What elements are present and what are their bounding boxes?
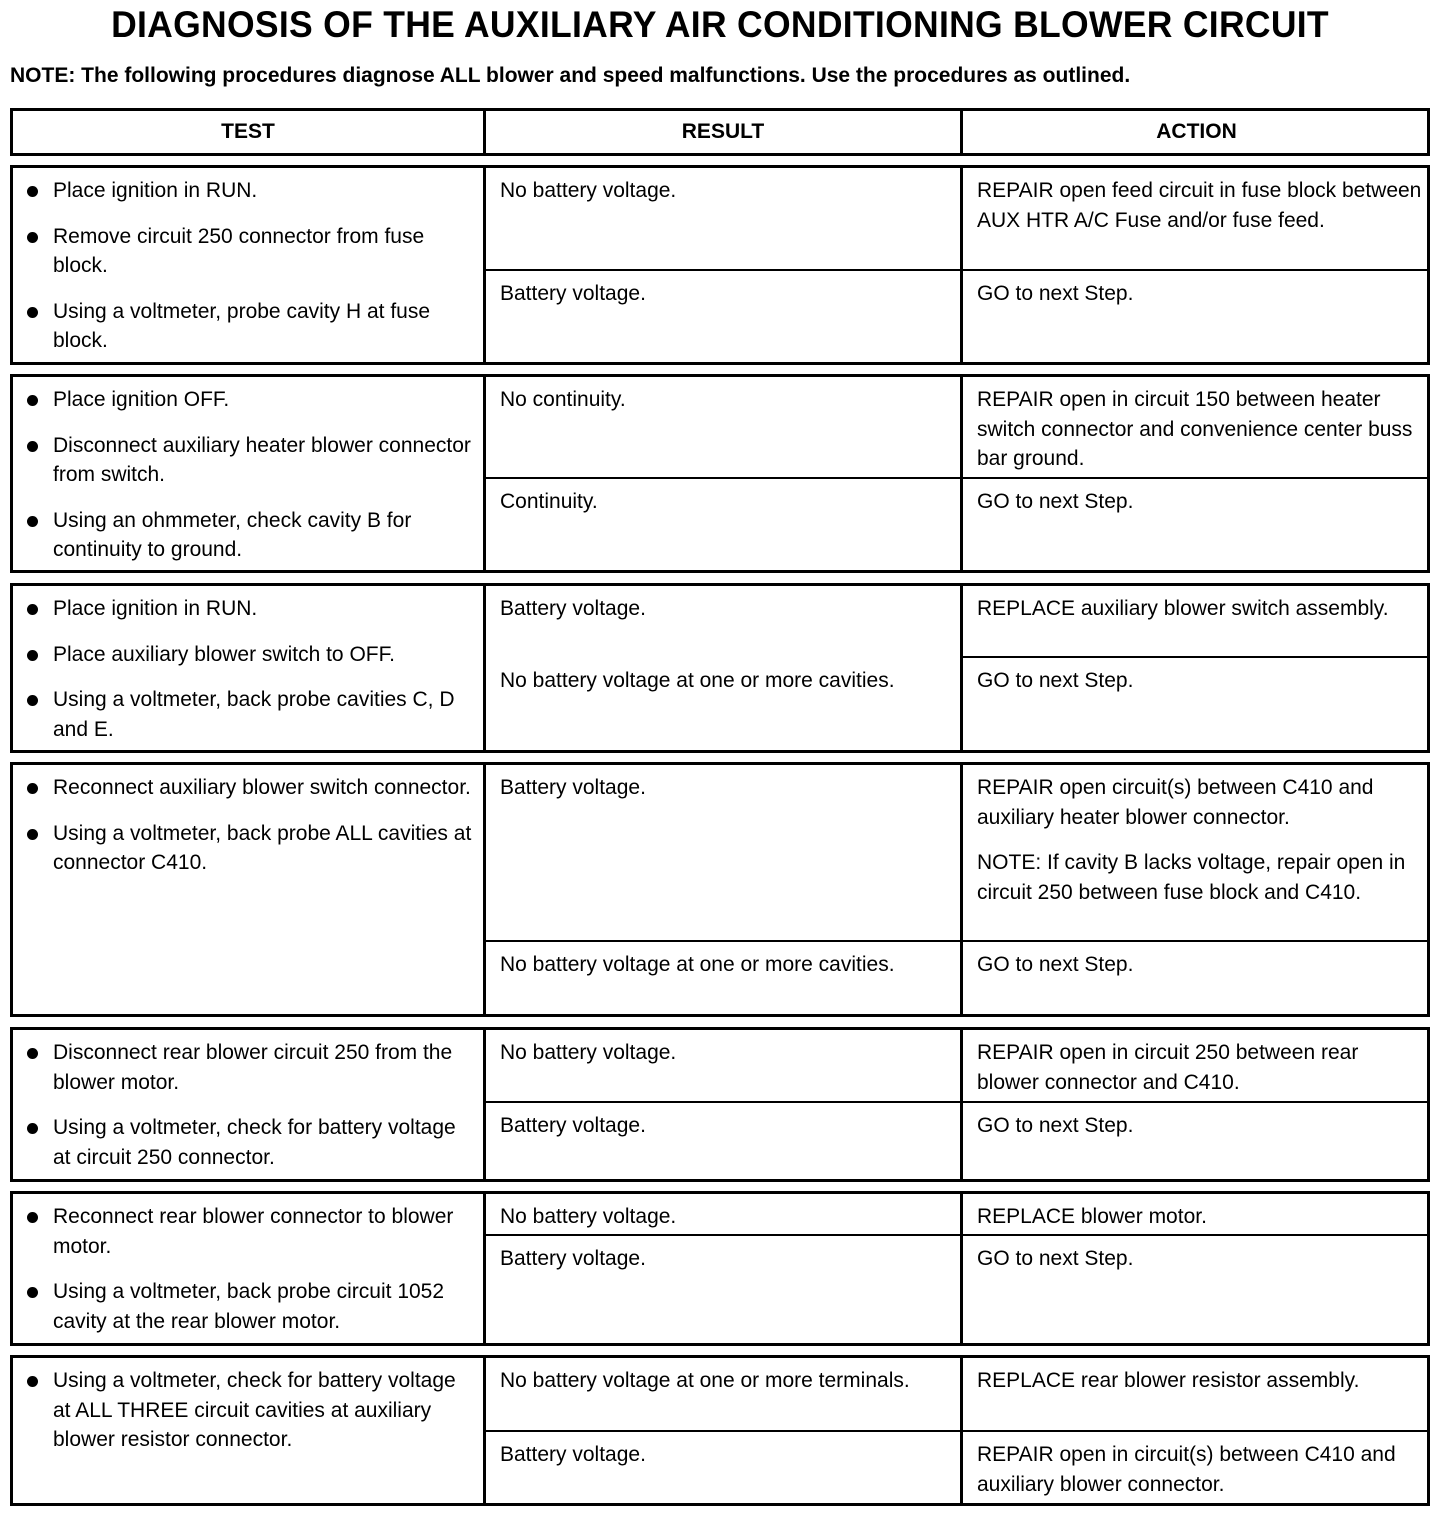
action-cell: GO to next Step. [977,282,1134,305]
page-title: DIAGNOSIS OF THE AUXILIARY AIR CONDITIONING BLOWER CIRCUIT [111,4,1329,45]
result-cell: Battery voltage. [500,1247,646,1270]
test-cell [13,1358,483,1471]
header-test: TEST [221,120,275,143]
step-3 [10,583,1430,753]
bullet-icon [27,604,38,615]
action-cell: REPAIR open feed circuit in fuse block between AUX HTR A/C Fuse and/or fuse feed. [977,179,1422,232]
bullet-icon [27,783,38,794]
result-cell: No battery voltage. [500,1205,677,1228]
bullet-icon [27,1376,38,1387]
bullet-icon [27,650,38,661]
step-7 [10,1355,1430,1506]
result-cell: No battery voltage at one or more cavities. [500,669,895,692]
step-6 [10,1191,1430,1346]
action-text: REPAIR open circuit(s) between C410 and auxiliary heater blower connector. [977,776,1374,829]
action-note: NOTE: If cavity B lacks voltage, repair open in circuit 250 between fuse block and C410. [977,851,1406,904]
test-bullet: Using a voltmeter, check for battery voltage at ALL THREE circuit cavities at auxiliary blower resistor connector. [25,1366,477,1455]
result-cell: No battery voltage at one or more terminals. [500,1369,910,1392]
result-cell: Battery voltage. [500,282,646,305]
bullet-icon [27,307,38,318]
result-cell: No battery voltage at one or more cavities. [500,953,895,976]
action-cell: GO to next Step. [977,1114,1134,1137]
bullet-icon [27,186,38,197]
action-cell: REPAIR open in circuit(s) between C410 and auxiliary blower connector. [977,1443,1396,1496]
result-cell: No battery voltage. [500,1041,677,1064]
bullet-icon [27,1287,38,1298]
test-cell [13,1194,483,1352]
bullet-icon [27,1048,38,1059]
action-cell: GO to next Step. [977,1247,1134,1270]
bullet-icon [27,232,38,243]
result-cell: Continuity. [500,490,598,513]
result-cell: No continuity. [500,388,626,411]
action-cell: GO to next Step. [977,953,1134,976]
test-cell [13,377,483,581]
result-cell: Battery voltage. [500,597,646,620]
test-bullet: Reconnect auxiliary blower switch connector. [25,773,477,803]
test-bullet: Using a voltmeter, back probe ALL cavities at connector C410. [25,819,477,878]
test-bullet: Using a voltmeter, check for battery voltage at circuit 250 connector. [25,1113,477,1172]
bullet-icon [27,395,38,406]
action-cell: REPAIR open in circuit 150 between heater switch connector and convenience center buss bar ground. [977,388,1413,470]
test-cell [13,168,483,372]
test-bullet: Disconnect auxiliary heater blower connector from switch. [25,431,477,490]
result-cell: No battery voltage. [500,179,677,202]
step-4 [10,762,1430,1017]
step-2 [10,374,1430,573]
action-cell: GO to next Step. [977,669,1134,692]
test-bullet: Disconnect rear blower circuit 250 from the blower motor. [25,1038,477,1097]
step-5 [10,1027,1430,1182]
bullet-icon [27,829,38,840]
action-cell: REPLACE blower motor. [977,1205,1207,1228]
test-bullet: Reconnect rear blower connector to blower motor. [25,1202,477,1261]
test-bullet: Using a voltmeter, probe cavity H at fuse block. [25,297,477,356]
test-bullet: Remove circuit 250 connector from fuse block. [25,222,477,281]
test-bullet: Using an ohmmeter, check cavity B for continuity to ground. [25,506,477,565]
action-cell: REPLACE rear blower resistor assembly. [977,1369,1360,1392]
step-1 [10,165,1430,365]
test-cell [13,1030,483,1188]
action-cell: REPLACE auxiliary blower switch assembly. [977,597,1389,620]
action-cell [963,765,1430,907]
bullet-icon [27,441,38,452]
table-header [10,108,1430,156]
action-cell: REPAIR open in circuit 250 between rear blower connector and C410. [977,1041,1359,1094]
header-result: RESULT [681,120,765,143]
procedure-note: NOTE: The following procedures diagnose ALL blower and speed malfunctions. Use the procedures as outlined. [10,64,1131,87]
test-bullet: Using a voltmeter, back probe circuit 1052 cavity at the rear blower motor. [25,1277,477,1336]
header-action: ACTION [1156,120,1237,143]
action-cell: GO to next Step. [977,490,1134,513]
bullet-icon [27,1123,38,1134]
test-bullet: Place auxiliary blower switch to OFF. [25,640,477,670]
result-cell: Battery voltage. [500,1443,646,1466]
test-cell [13,765,483,894]
result-cell: Battery voltage. [500,1114,646,1137]
result-cell: Battery voltage. [500,776,646,799]
test-cell [13,586,483,760]
test-bullet: Using a voltmeter, back probe cavities C, D and E. [25,685,477,744]
test-bullet: Place ignition OFF. [25,385,477,415]
test-bullet: Place ignition in RUN. [25,594,477,624]
bullet-icon [27,516,38,527]
bullet-icon [27,695,38,706]
bullet-icon [27,1212,38,1223]
test-bullet: Place ignition in RUN. [25,176,477,206]
